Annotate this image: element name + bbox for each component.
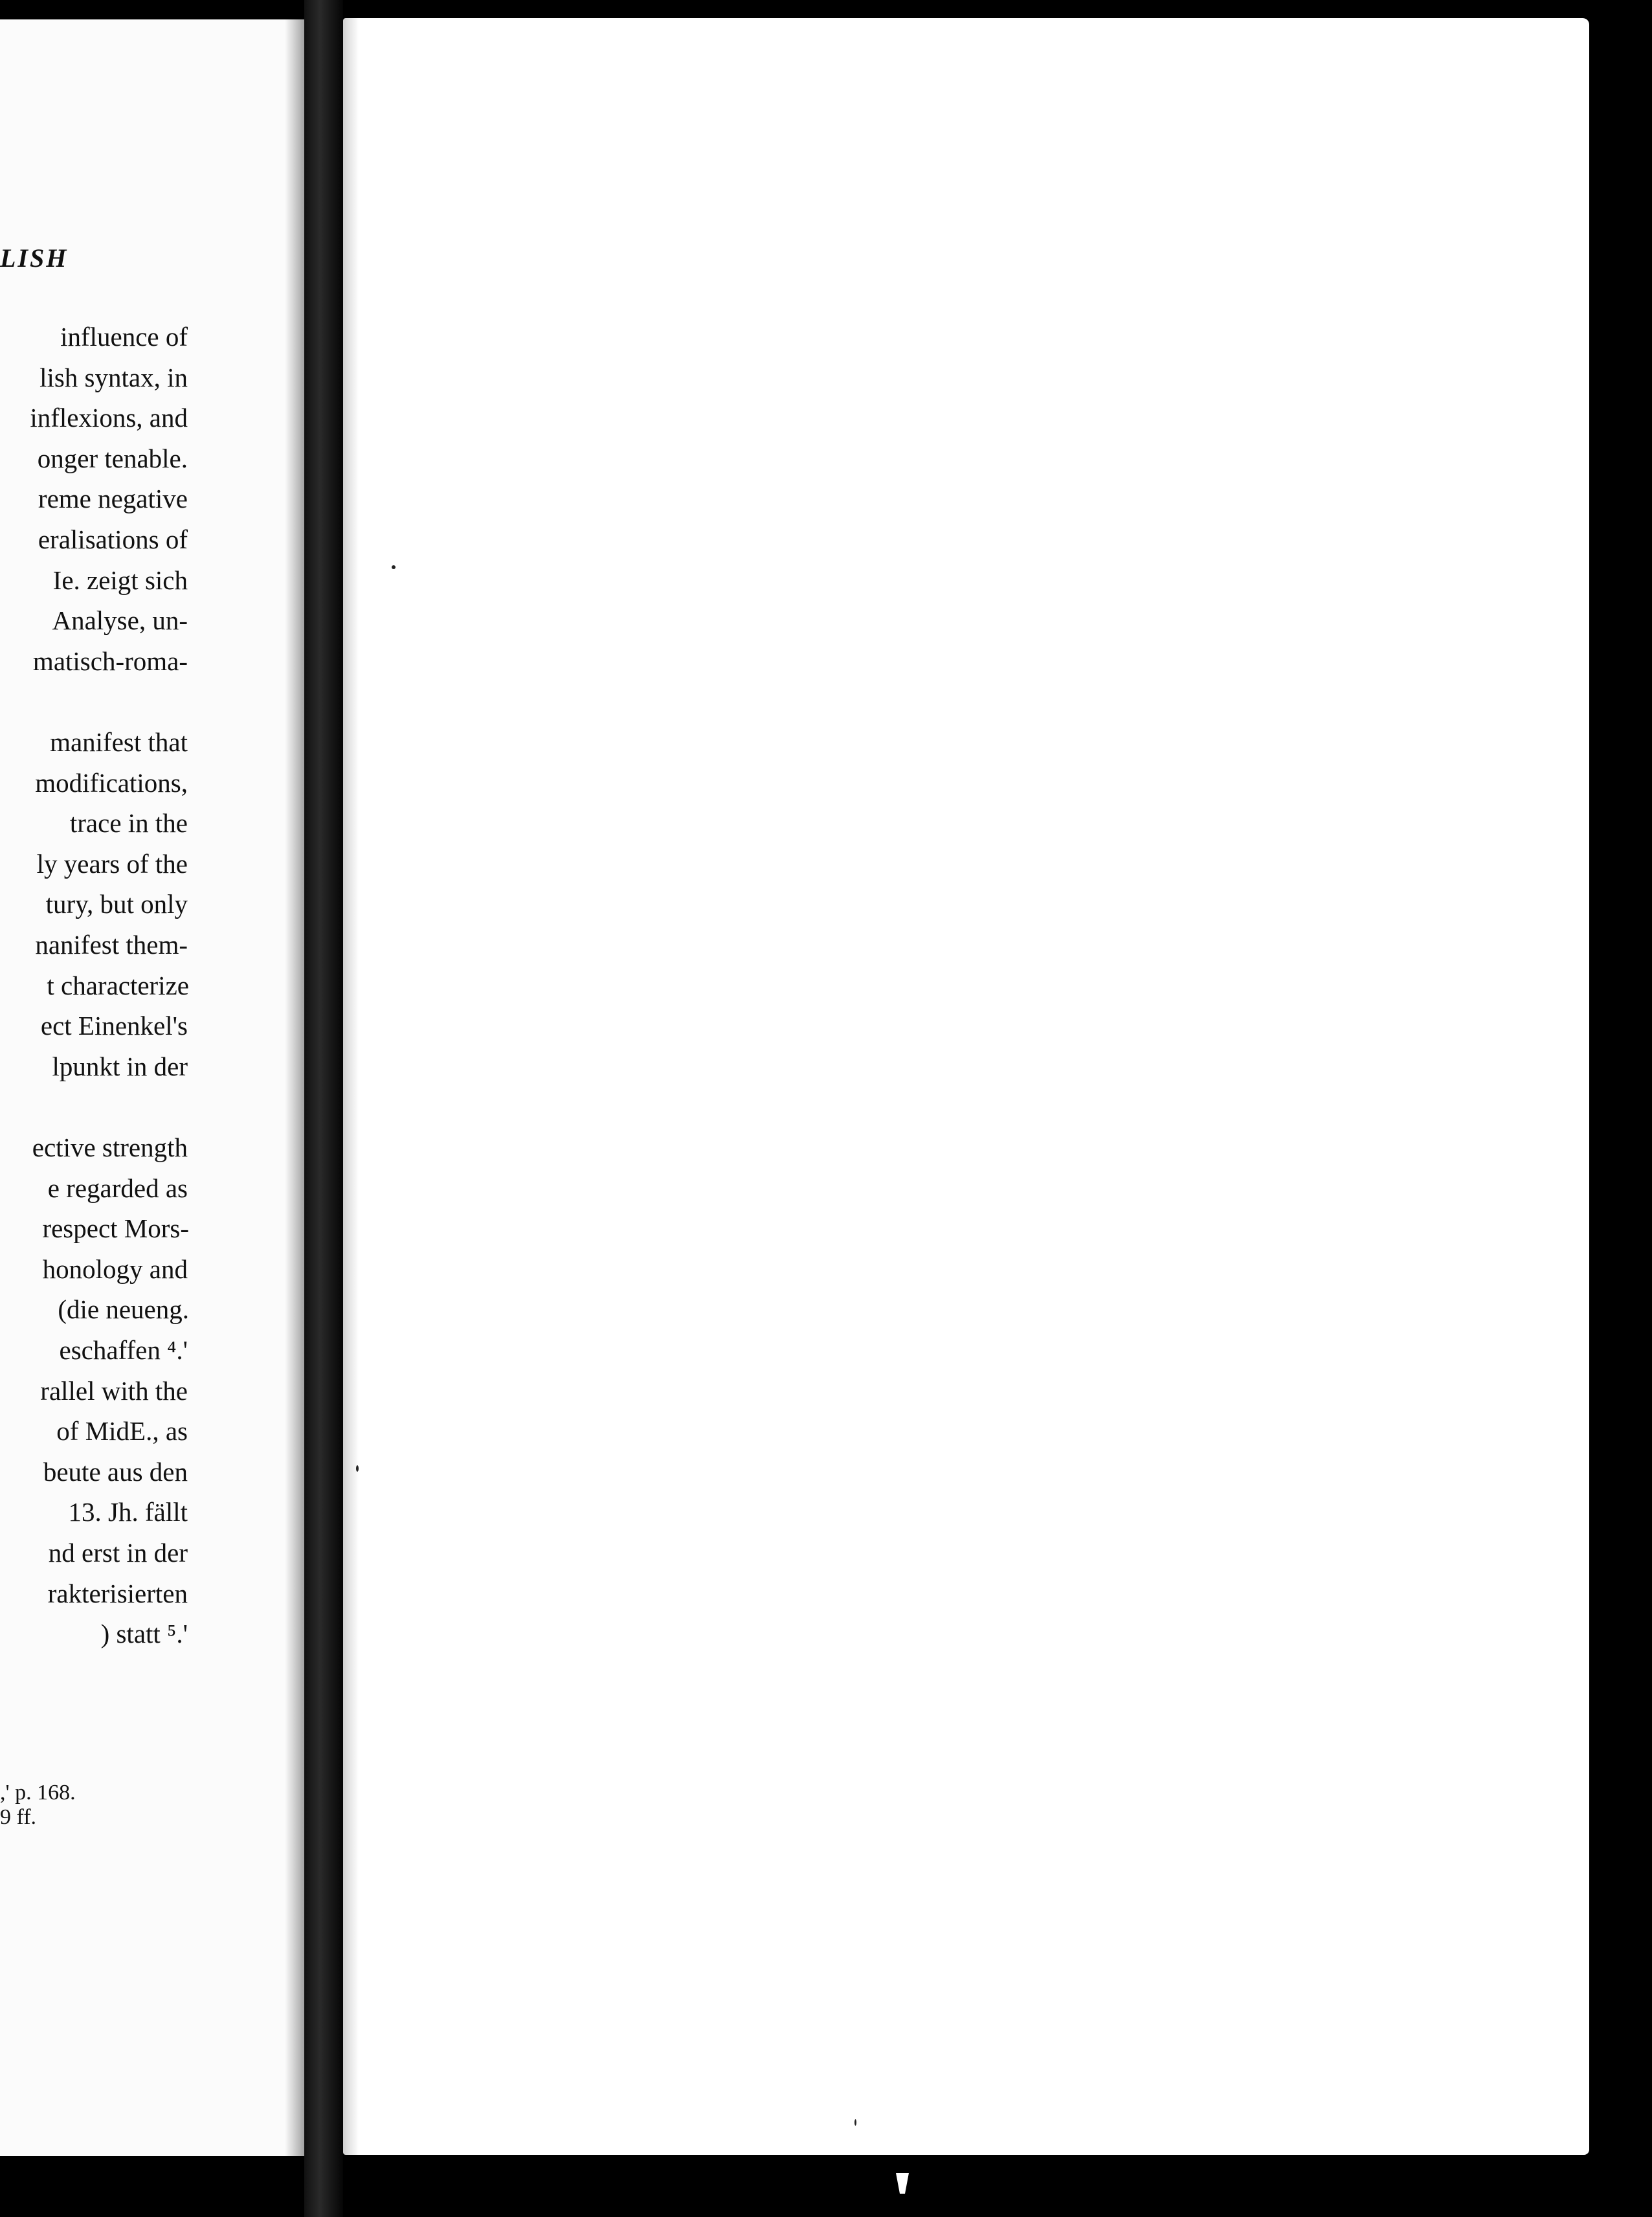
paper-speck	[854, 2119, 856, 2126]
text-line: lpunkt in der	[52, 1051, 188, 1081]
text-line: e regarded as	[47, 1173, 188, 1203]
text-line: eralisations of	[38, 524, 188, 554]
text-line: matisch-roma-	[32, 646, 188, 676]
paper-speck	[356, 1465, 359, 1472]
text-line: of MidE., as	[56, 1416, 188, 1446]
left-page	[0, 19, 304, 2156]
book-spine	[304, 0, 343, 2217]
footnote-line: ,' p. 168.	[0, 1781, 76, 1805]
paper-speck	[392, 565, 396, 569]
text-line: nd erst in der	[48, 1538, 188, 1568]
text-line: influence of	[60, 322, 188, 352]
text-line: ly years of the	[36, 848, 188, 879]
text-line: nanifest them-	[35, 930, 188, 960]
text-line: manifest that	[50, 727, 188, 757]
text-line: ective strength	[32, 1132, 188, 1162]
text-line: tury, but only	[45, 889, 188, 919]
text-line: honology and	[42, 1254, 188, 1284]
text-line: lish syntax, in	[39, 362, 188, 392]
text-line: trace in the	[69, 808, 188, 838]
text-line: modifications,	[35, 767, 188, 798]
text-line: eschaffen ⁴.'	[59, 1335, 188, 1365]
text-line: inflexions, and	[30, 403, 188, 433]
text-line: 13. Jh. fällt	[68, 1497, 188, 1527]
text-line: Ie. zeigt sich	[52, 565, 188, 595]
text-line: Analyse, un-	[52, 605, 188, 636]
text-line: respect Mors-	[42, 1213, 189, 1244]
footnote-line: 9 ff.	[0, 1805, 37, 1829]
page-edge-mark	[896, 2173, 909, 2194]
running-head: LISH	[0, 243, 69, 273]
text-line: rakterisierten	[47, 1578, 188, 1608]
text-line: reme negative	[38, 484, 188, 514]
right-page-blank	[343, 18, 1589, 2155]
text-line: ect Einenkel's	[40, 1011, 188, 1041]
text-line: onger tenable.	[37, 443, 188, 473]
text-line: ) statt ⁵.'	[100, 1619, 188, 1649]
text-line: (die neueng.	[58, 1294, 189, 1325]
text-line: t characterize	[47, 970, 189, 1000]
text-line: beute aus den	[43, 1456, 188, 1487]
text-line: rallel with the	[40, 1375, 188, 1406]
